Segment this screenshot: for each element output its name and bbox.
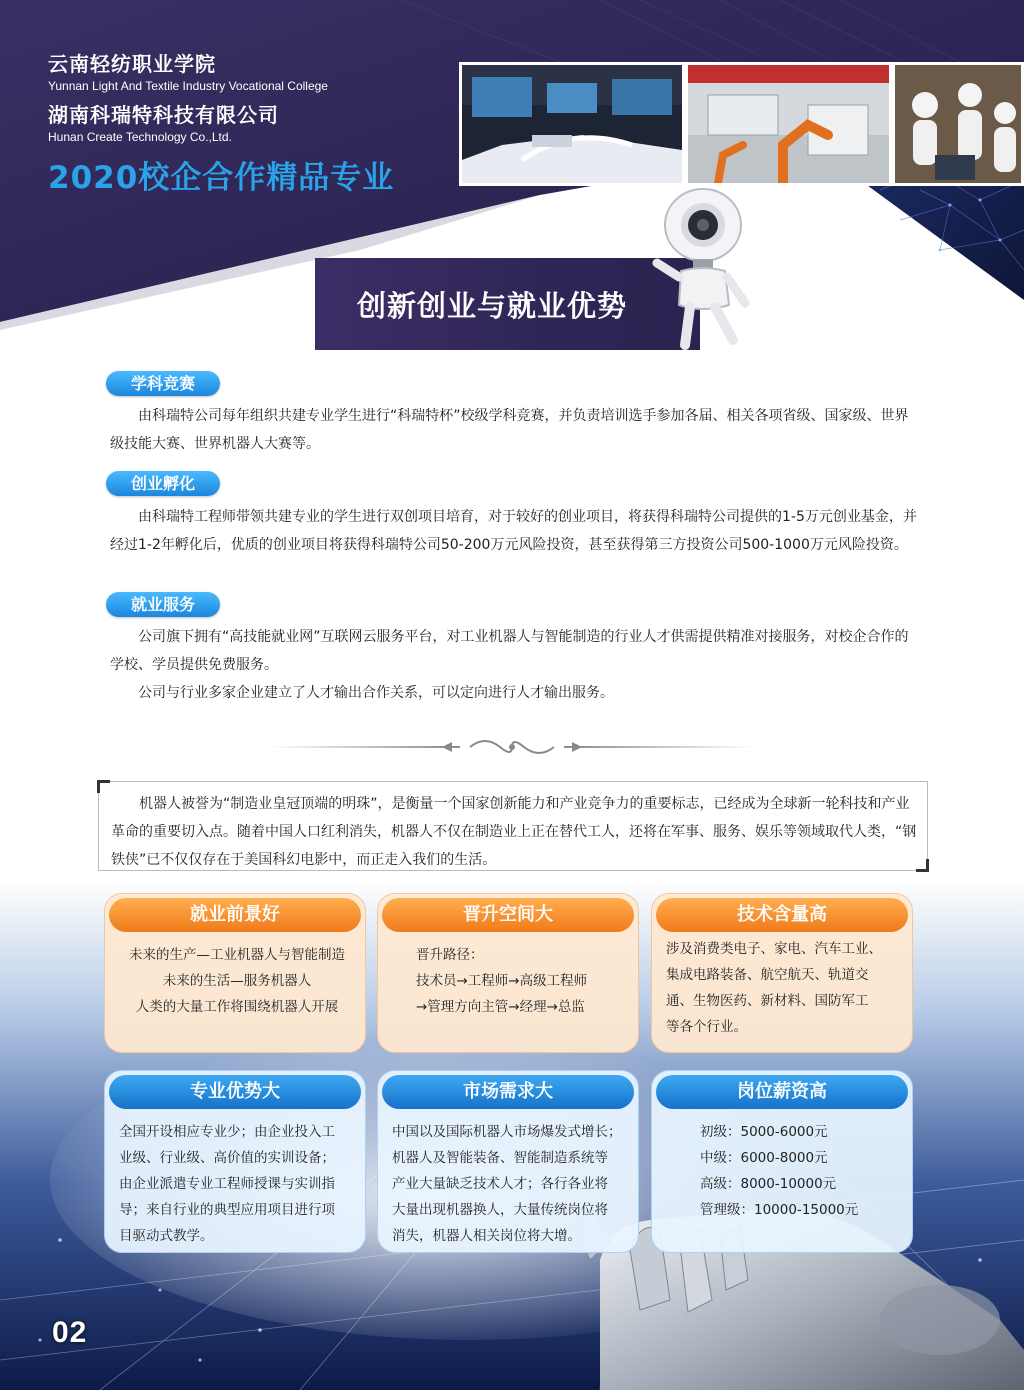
college-name-cn: 云南轻纺职业学院 <box>48 52 216 76</box>
card-market-demand <box>377 1070 639 1253</box>
card-body <box>119 942 355 1020</box>
badge-subject-competition: 学科竞赛 <box>106 371 220 396</box>
badge-startup-incubation: 创业孵化 <box>106 471 220 496</box>
card-line: 中国以及国际机器人市场爆发式增长； <box>392 1124 622 1140</box>
card-title: 晋升空间大 <box>382 898 634 932</box>
ornamental-divider <box>270 732 754 762</box>
card-high-salary <box>651 1070 913 1253</box>
banner-title: 创新创业与就业优势 <box>357 288 628 323</box>
paragraph: 公司与行业多家企业建立了人才输出合作关系，可以定向进行人才输出服务。 <box>138 685 614 701</box>
card-line: 人类的大量工作将围绕机器人开展 <box>135 999 339 1015</box>
card-line: 目驱动式教学。 <box>119 1228 214 1244</box>
salary-line: 初级：5000-6000元 <box>700 1124 828 1140</box>
card-line: 未来的生活—服务机器人 <box>162 973 312 989</box>
card-line: 大量出现机器换人，大量传统岗位将 <box>392 1202 608 1218</box>
salary-line: 管理级：10000-15000元 <box>700 1202 859 1218</box>
card-title: 岗位薪资高 <box>656 1075 908 1109</box>
paragraph: 由科瑞特工程师带领共建专业的学生进行双创项目培育，对于较好的创业项目，将获得科瑞特公司提供的1-5万元创业基金，并经过1-2年孵化后，优质的创业项目将获得科瑞特公司50-200万元风险投资，甚至获得第三方投资公司500-1000万元风险投资。 <box>110 509 917 553</box>
robot-intro-box <box>98 781 928 871</box>
card-title: 市场需求大 <box>382 1075 634 1109</box>
card-line: 业级、行业级、高价值的实训设备； <box>119 1150 335 1166</box>
card-title: 就业前景好 <box>109 898 361 932</box>
page-number: 02 <box>52 1316 88 1349</box>
card-body <box>392 1119 628 1249</box>
salary-line: 高级：8000-10000元 <box>700 1176 837 1192</box>
card-line: 集成电路装备、航空航天、轨道交 <box>666 967 869 983</box>
program-title: 2020校企合作精品专业 <box>48 160 395 196</box>
section-banner <box>315 258 700 350</box>
intro-text: 机器人被誉为“制造业皇冠顶端的明珠”，是衡量一个国家创新能力和产业竞争力的重要标志，已经成为全球新一轮科技和产业革命的重要切入点。随着中国人口红利消失，机器人不仅在制造业上正在替代工人，还将在军事、服务、娱乐等领域取代人类，“钢铁侠”已不仅仅存在于美国科幻电影中，而正走入我们的生活。 <box>111 796 917 868</box>
paragraph: 公司旗下拥有“高技能就业网”互联网云服务平台，对工业机器人与智能制造的行业人才供需提供精准对接服务，对校企合作的学校、学员提供免费服务。 <box>110 629 909 673</box>
company-name-cn: 湖南科瑞特科技有限公司 <box>48 103 279 127</box>
paragraph: 由科瑞特公司每年组织共建专业学生进行“科瑞特杯”校级学科竞赛，并负责培训选手参加各届、相关各项省级、国家级、世界级技能大赛、世界机器人大赛等。 <box>110 408 909 452</box>
card-line: 消失，机器人相关岗位将大增。 <box>392 1228 581 1244</box>
card-line: 晋升路径： <box>416 947 484 963</box>
card-body <box>666 936 902 1040</box>
card-line: →管理方向主管→经理→总监 <box>416 999 585 1015</box>
photo-robot-arms <box>685 62 892 186</box>
badge-employment-service: 就业服务 <box>106 592 220 617</box>
card-line: 未来的生产—工业机器人与智能制造 <box>129 947 345 963</box>
card-title: 专业优势大 <box>109 1075 361 1109</box>
card-line: 等各个行业。 <box>666 1019 747 1035</box>
college-name-en: Yunnan Light And Textile Industry Vocational College <box>48 79 328 93</box>
company-name-en: Hunan Create Technology Co.,Ltd. <box>48 130 232 144</box>
card-major-advantage <box>104 1070 366 1253</box>
photo-service-robots <box>892 62 1024 186</box>
card-line: 涉及消费类电子、家电、汽车工业、 <box>666 941 882 957</box>
card-line: 全国开设相应专业少；由企业投入工 <box>119 1124 335 1140</box>
card-body <box>119 1119 355 1249</box>
salary-line: 中级：6000-8000元 <box>700 1150 828 1166</box>
card-line: 由企业派遣专业工程师授课与实训指 <box>119 1176 335 1192</box>
card-line: 导；来自行业的典型应用项目进行项 <box>119 1202 335 1218</box>
card-line: 机器人及智能装备、智能制造系统等 <box>392 1150 608 1166</box>
card-technical-content <box>651 893 913 1053</box>
brand-block <box>48 48 394 197</box>
card-body <box>416 942 628 1020</box>
card-line: 通、生物医药、新材料、国防军工 <box>666 993 869 1009</box>
card-promotion-space <box>377 893 639 1053</box>
startup-incubation-text <box>110 503 920 559</box>
card-body <box>700 1119 902 1223</box>
card-line: 技术员→工程师→高级工程师 <box>416 973 588 989</box>
card-employment-prospects <box>104 893 366 1053</box>
photo-exhibition-hall <box>459 62 685 186</box>
corner-mark <box>916 859 929 872</box>
robot-mascot-illustration <box>645 185 775 355</box>
subject-competition-text <box>110 402 920 458</box>
card-line: 产业大量缺乏技术人才；各行各业将 <box>392 1176 608 1192</box>
card-title: 技术含量高 <box>656 898 908 932</box>
corner-mark <box>97 780 110 793</box>
employment-service-text <box>110 623 920 707</box>
